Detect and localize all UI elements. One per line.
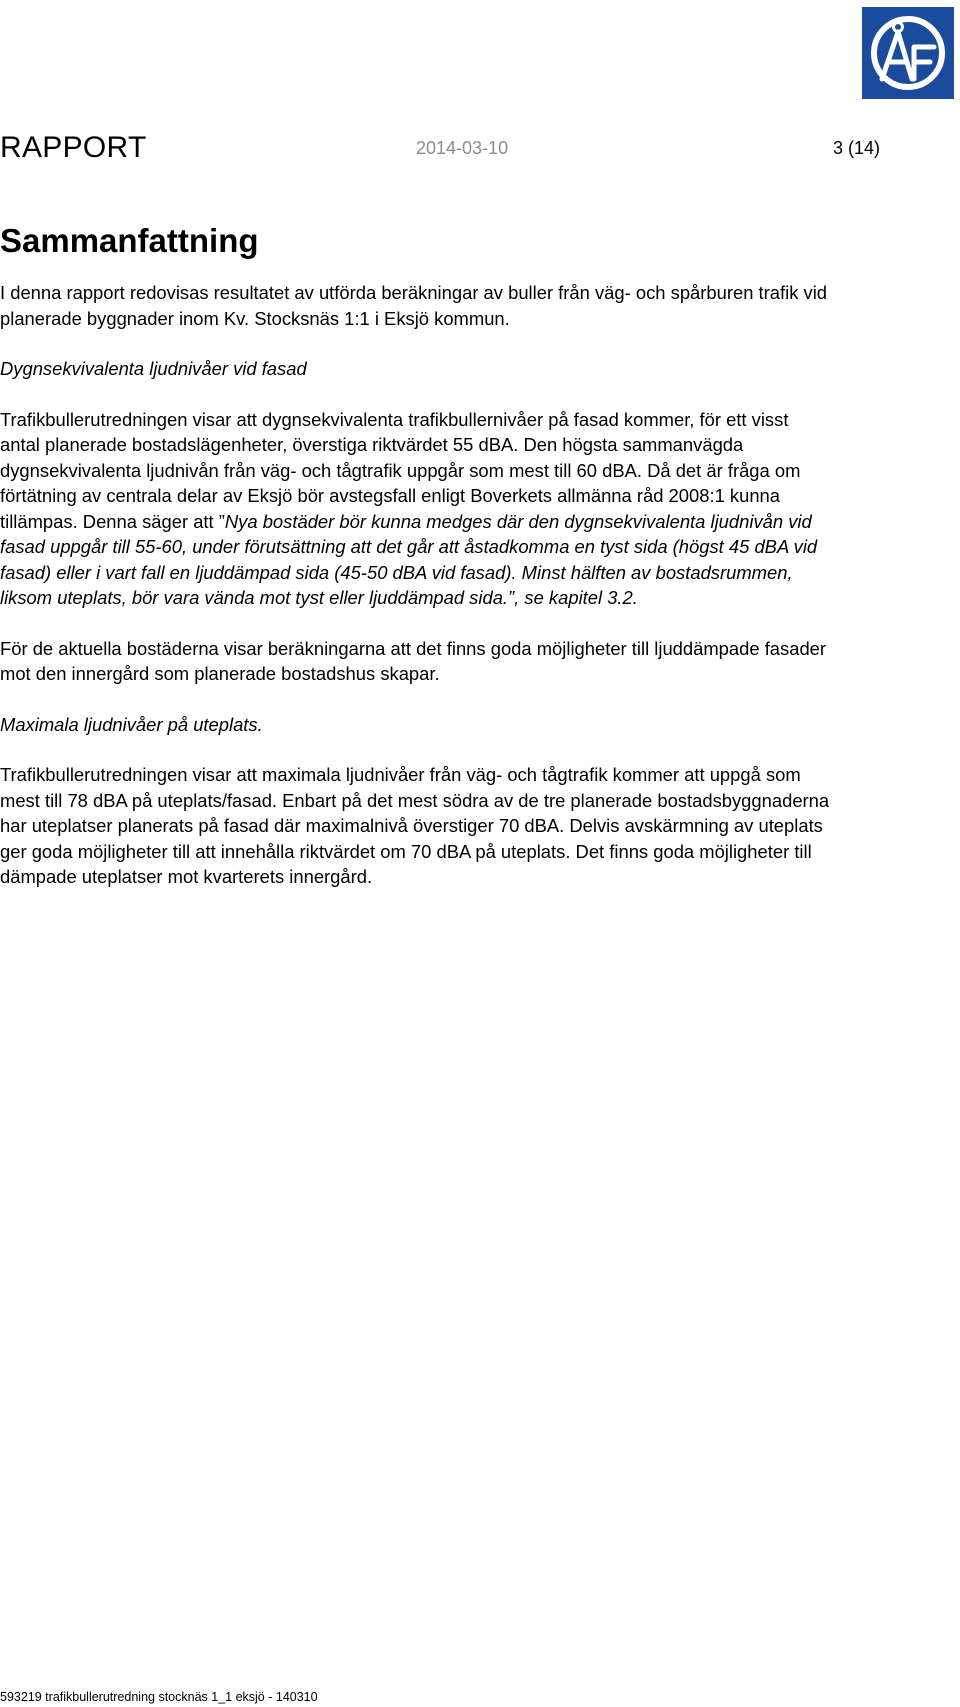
document-date: 2014-03-10	[416, 138, 509, 158]
document-footer: 593219 trafikbullerutredning stocknäs 1_1 eksjö - 140310	[0, 1690, 318, 1704]
document-type: RAPPORT	[0, 131, 147, 164]
company-logo	[862, 7, 954, 99]
subheading-max-levels: Maximala ljudnivåer på uteplats.	[0, 713, 263, 735]
logo-icon	[862, 7, 954, 99]
document-body	[0, 220, 830, 915]
facade-levels-paragraph	[0, 407, 830, 611]
section-title: Sammanfattning	[0, 222, 259, 259]
page-number: 3 (14)	[833, 138, 881, 158]
boverket-quote: Nya bostäder bör kunna medges där den dygnsekvivalenta ljudnivån vid fasad uppgår till 55-60, under förutsättning att det går att åstadkomma en tyst sida (högst 45 dBA vid fasad) eller i vart fall en ljuddämpad sida (45-50 dBA vid fasad). Minst hälften av bostadsrummen, liksom uteplats, bör vara vända mot tyst eller ljuddämpad sida.	[0, 510, 818, 608]
quiet-facade-paragraph: För de aktuella bostäderna visar beräkningarna att det finns goda möjligheter till ljuddämpade fasader mot den innergård som planerade bostadshus skapar.	[0, 637, 827, 684]
subheading-facade-levels: Dygnsekvivalenta ljudnivåer vid fasad	[0, 358, 307, 379]
max-levels-paragraph: Trafikbullerutredningen visar att maximala ljudnivåer från väg- och tågtrafik kommer att uppgå som mest till 78 dBA på uteplats/fasad. Enbart på det mest södra av de tre planerade bostadsbyggnaderna har uteplatser planerats på fasad där maximalnivå överstiger 70 dBA. Delvis avskärmning av uteplats ger goda möjligheter till att innehålla riktvärdet om 70 dBA på uteplats. Det finns goda möjligheter till dämpade uteplatser mot kvarterets innergård.	[0, 764, 830, 887]
intro-paragraph: I denna rapport redovisas resultatet av utförda beräkningar av buller från väg- och spårburen trafik vid planerade byggnader inom Kv. Stocksnäs 1:1 i Eksjö kommun.	[0, 282, 828, 329]
document-header	[0, 128, 960, 168]
quote-reference: ”, se kapitel 3.2.	[508, 587, 638, 608]
facade-levels-text: Trafikbullerutredningen visar att dygnsekvivalenta trafikbullernivåer på fasad kommer, för ett visst antal planerade bostadslägenheter, överstiga riktvärdet 55 dBA. Den högsta sammanvägda dygnsekvivalenta ljudnivån från väg- och tågtrafik uppgår som mest till 60 dBA. Då det är fråga om förtätning av centrala delar av Eksjö bör avstegsfall enligt Boverkets allmänna råd 2008:1 kunna tillämpas. Denna säger att ”	[0, 408, 801, 532]
